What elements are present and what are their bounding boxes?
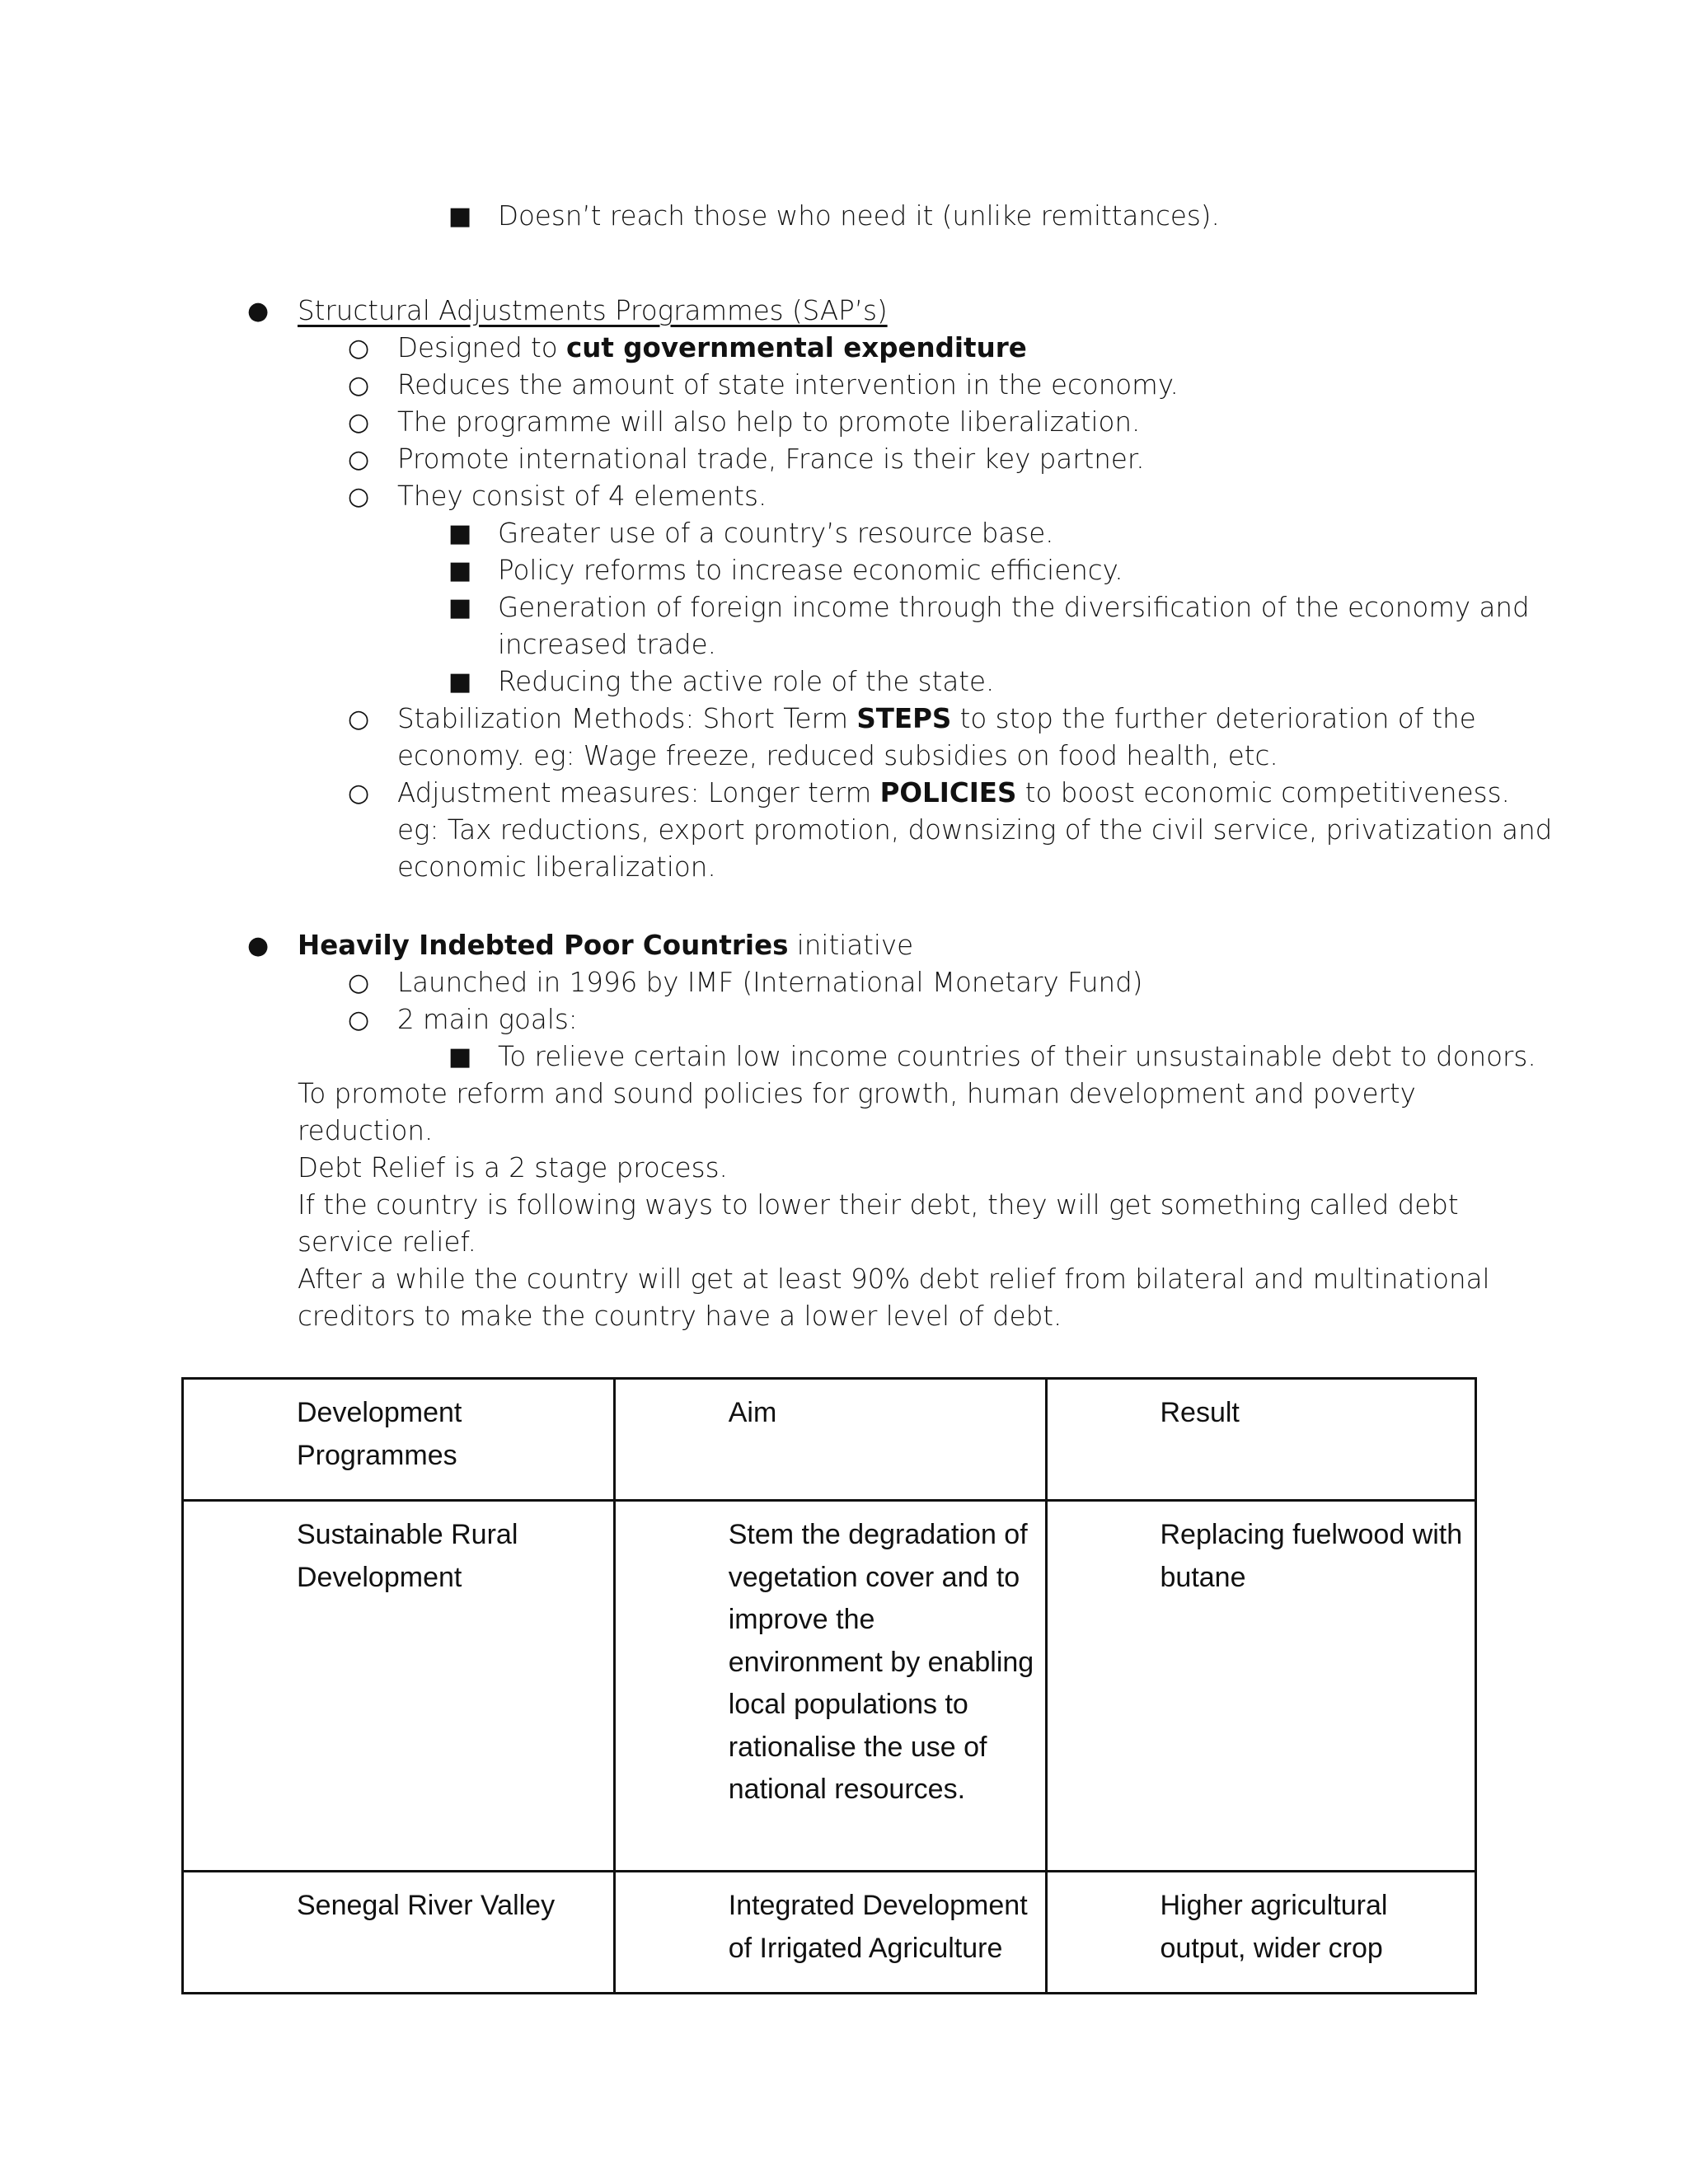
body-text-line: To promote reform and sound policies for growth, human development and poverty [298, 1078, 1416, 1109]
table-cell-aim: Stem the degradation of vegetation cover and to improve the environment by enabling local populations to rationalise the use of national resources. [614, 1501, 1046, 1872]
text-line: Doesn’t reach those who need it (unlike remittances). [498, 200, 1220, 232]
hipc-item-2: 2 main goals: [397, 1004, 578, 1035]
square-bullet-icon: ■ [448, 519, 472, 548]
disc-bullet-icon: ● [247, 931, 270, 960]
square-bullet-icon: ■ [448, 556, 472, 585]
circle-bullet-icon: ○ [348, 334, 370, 363]
text-run: initiative [788, 930, 914, 961]
circle-bullet-icon: ○ [348, 1005, 370, 1034]
text-run: Adjustment measures: Longer term [397, 777, 880, 808]
sap-item-3: The programme will also help to promote liberalization. [397, 406, 1141, 438]
disc-bullet-icon: ● [247, 297, 270, 326]
sap-element-1: Greater use of a country’s resource base. [498, 518, 1054, 549]
text-run: Designed to [397, 332, 566, 363]
circle-bullet-icon: ○ [348, 408, 370, 437]
table-cell-result: Higher agricultural output, wider crop [1046, 1872, 1476, 1994]
table-cell-aim: Integrated Development of Irrigated Agriculture [614, 1872, 1046, 1994]
sap-element-3-cont: increased trade. [498, 629, 716, 660]
body-text-line: reduction. [298, 1115, 434, 1146]
body-text-line: If the country is following ways to lower their debt, they will get something called debt [298, 1189, 1459, 1221]
body-text-line: Debt Relief is a 2 stage process. [298, 1152, 728, 1183]
hipc-item-1: Launched in 1996 by IMF (International Monetary Fund) [397, 967, 1143, 998]
body-text-line: After a while the country will get at least 90% debt relief from bilateral and multinational [298, 1263, 1490, 1295]
table-cell-result: Replacing fuelwood with butane [1046, 1501, 1476, 1872]
sap-item-5: They consist of 4 elements. [397, 480, 767, 512]
sap-element-2: Policy reforms to increase economic efficiency. [498, 555, 1123, 586]
sap-item-4: Promote international trade, France is their key partner. [397, 443, 1145, 475]
bold-run: POLICIES [879, 777, 1017, 808]
table-header-cell: Aim [614, 1379, 1046, 1501]
bold-run: Heavily Indebted Poor Countries [298, 930, 789, 961]
sap-adjustment-cont: eg: Tax reductions, export promotion, downsizing of the civil service, privatization and [397, 814, 1553, 846]
table-header-row [183, 1379, 1476, 1501]
circle-bullet-icon: ○ [348, 445, 370, 474]
square-bullet-icon: ■ [448, 668, 472, 696]
circle-bullet-icon: ○ [348, 482, 370, 511]
square-bullet-icon: ■ [448, 1043, 472, 1071]
body-text-line: creditors to make the country have a lower level of debt. [298, 1301, 1062, 1332]
text-run: to boost economic competitiveness. [1016, 777, 1510, 808]
sap-item-1 [397, 330, 1027, 367]
circle-bullet-icon: ○ [348, 968, 370, 997]
sap-element-3: Generation of foreign income through the diversification of the economy and [498, 592, 1530, 623]
bold-run: cut governmental expenditure [566, 332, 1027, 363]
development-programmes-table [181, 1377, 1477, 1994]
hipc-heading [298, 927, 913, 964]
circle-bullet-icon: ○ [348, 779, 370, 808]
table-cell-programme: Sustainable Rural Development [183, 1501, 615, 1872]
table-row [183, 1501, 1476, 1872]
sap-heading: Structural Adjustments Programmes (SAP’s) [298, 295, 888, 326]
sap-element-4: Reducing the active role of the state. [498, 666, 995, 697]
text-run: to stop the further deterioration of the [951, 703, 1476, 734]
circle-bullet-icon: ○ [348, 371, 370, 400]
sap-adjustment-cont: economic liberalization. [397, 851, 716, 883]
square-bullet-icon: ■ [448, 593, 472, 622]
body-text-line: service relief. [298, 1226, 476, 1258]
text-run: Stabilization Methods: Short Term [397, 703, 857, 734]
table-header-cell: Result [1046, 1379, 1476, 1501]
table-cell-programme: Senegal River Valley [183, 1872, 615, 1994]
sap-stabilization-cont: economy. eg: Wage freeze, reduced subsidies on food health, etc. [397, 740, 1278, 771]
sap-stabilization [397, 701, 1476, 738]
table-header-cell: Development Programmes [183, 1379, 615, 1501]
sap-item-2: Reduces the amount of state intervention in the economy. [397, 369, 1179, 401]
sap-adjustment [397, 775, 1510, 812]
table-row [183, 1872, 1476, 1994]
hipc-goal-1: To relieve certain low income countries of their unsustainable debt to donors. [498, 1041, 1536, 1072]
circle-bullet-icon: ○ [348, 705, 370, 733]
square-bullet-icon: ■ [448, 202, 472, 231]
bold-run: STEPS [856, 703, 952, 734]
